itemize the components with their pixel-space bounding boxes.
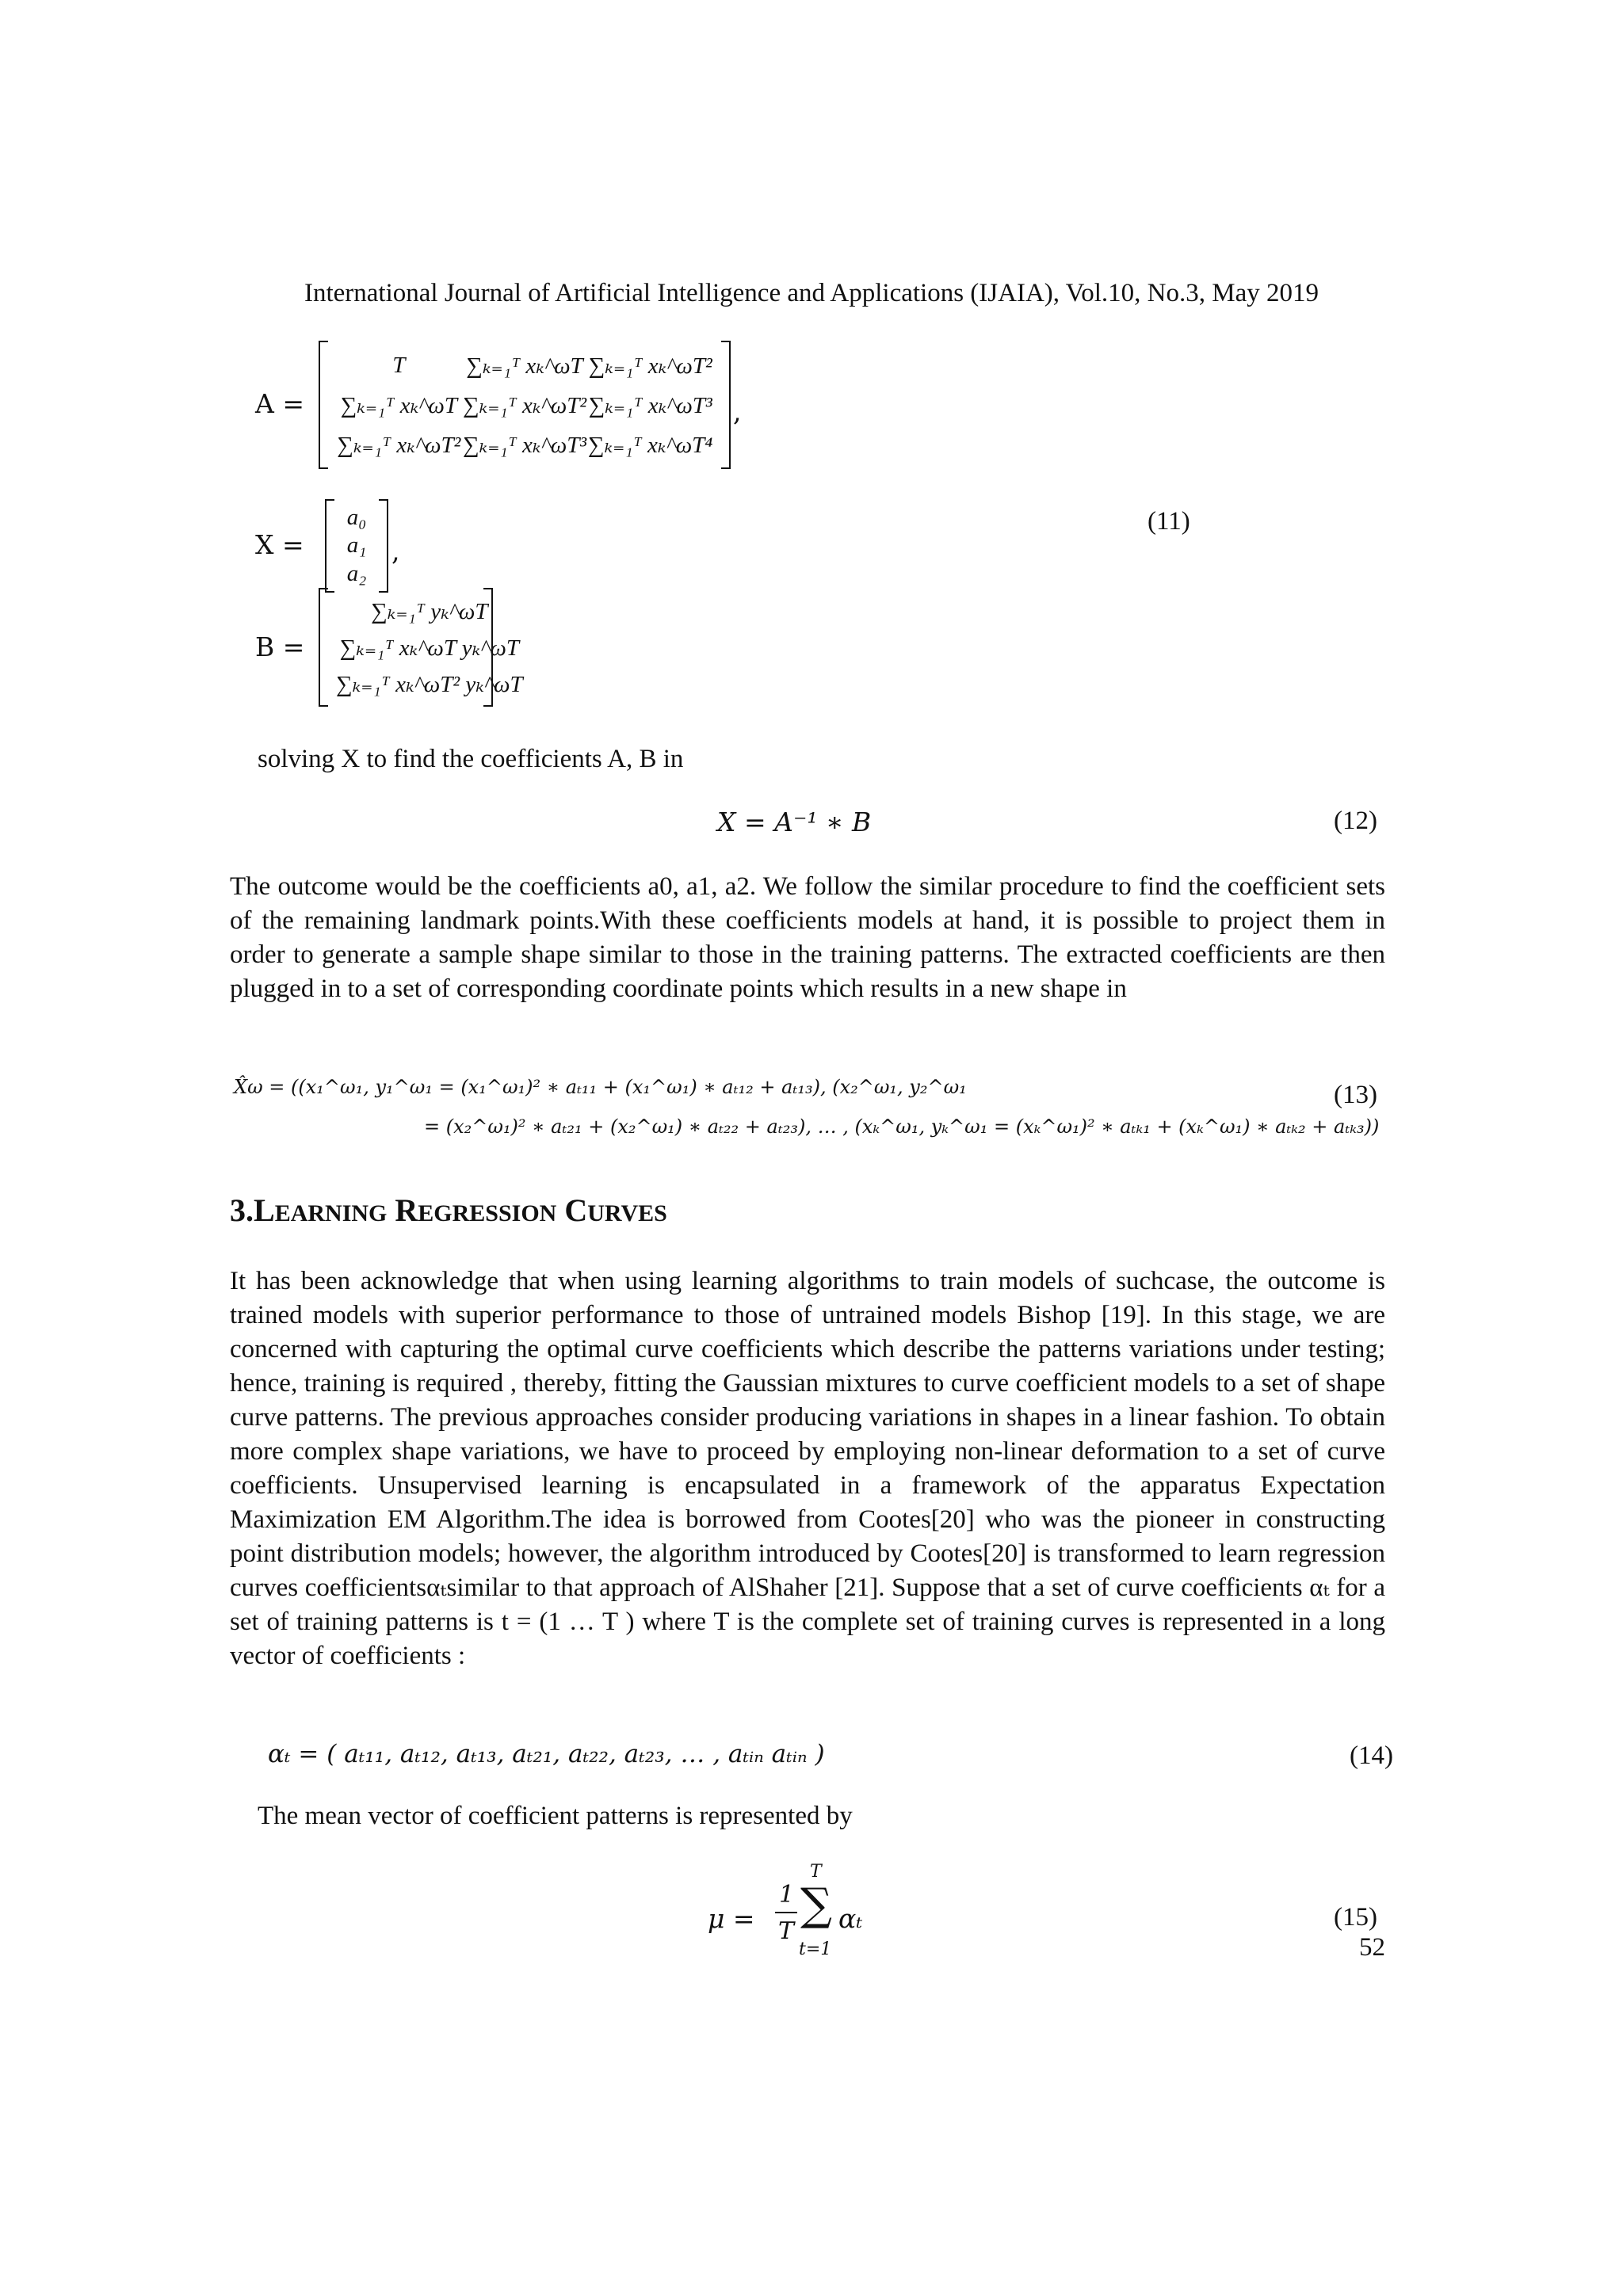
vector-x-cell-2: a₂ xyxy=(346,560,367,586)
equation-number-13: (13) xyxy=(1334,1081,1377,1109)
matrix-a-cell-4: ∑ₖ₌₁ᵀ xₖ^ωT² xyxy=(462,392,587,418)
running-header: International Journal of Artificial Intelligence and Applications (IJAIA), Vol.10, No.3, May 2019 xyxy=(304,279,1319,307)
equation-number-14: (14) xyxy=(1350,1741,1393,1770)
equation-number-15: (15) xyxy=(1334,1903,1377,1932)
matrix-a-cell-8: ∑ₖ₌₁ᵀ xₖ^ωT⁴ xyxy=(587,432,713,458)
matrix-a-comma: , xyxy=(733,396,742,427)
mean-vector-text: The mean vector of coefficient patterns is represented by xyxy=(258,1802,853,1830)
matrix-a xyxy=(319,341,731,469)
solving-text-content: solving X to find the coefficients A, B in xyxy=(258,745,684,773)
vector-x-cell-0: a₀ xyxy=(346,505,367,531)
vector-x xyxy=(325,499,388,593)
equation-13-line-1: X̂ω = ((x₁^ω₁, y₁^ω₁ = (x₁^ω₁)² ∗ aₜ₁₁ + (x₁^ω₁) ∗ aₜ₁₂ + aₜ₁₃), (x₂^ω₁, y₂^ω₁ xyxy=(234,1076,967,1098)
vector-x-comma: , xyxy=(391,536,400,566)
equation-number-12: (12) xyxy=(1334,807,1377,835)
vector-b xyxy=(319,588,523,707)
vector-b-cell-0: ∑ₖ₌₁ᵀ yₖ^ωT xyxy=(371,598,488,624)
paragraph-learning xyxy=(230,1264,1385,1673)
equation-15-sum-top: T xyxy=(810,1862,822,1882)
equation-15-rhs: αₜ xyxy=(838,1903,863,1934)
fraction-bar xyxy=(775,1912,797,1913)
matrix-a-cell-7: ∑ₖ₌₁ᵀ xₖ^ωT³ xyxy=(462,432,587,458)
equation-15-lhs: μ = xyxy=(708,1903,755,1934)
matrix-a-cell-2: ∑ₖ₌₁ᵀ xₖ^ωT² xyxy=(588,353,712,379)
vector-b-cell-2: ∑ₖ₌₁ᵀ xₖ^ωT² yₖ^ωT xyxy=(336,671,523,697)
matrix-a-cell-1: ∑ₖ₌₁ᵀ xₖ^ωT xyxy=(466,353,583,379)
matrix-a-cell-5: ∑ₖ₌₁ᵀ xₖ^ωT³ xyxy=(588,392,712,418)
equation-12-formula: X = A⁻¹ ∗ B xyxy=(717,807,872,837)
matrix-a-cell-0: T xyxy=(392,352,406,378)
vector-b-label: B = xyxy=(255,631,305,662)
section-title xyxy=(230,1192,667,1229)
equation-13-line-2: = (x₂^ω₁)² ∗ aₜ₂₁ + (x₂^ω₁) ∗ aₜ₂₂ + aₜ₂₃), … , (xₖ^ω₁, yₖ^ω₁ = (xₖ^ω₁)² ∗ aₜₖ₁ + (xₖ^ω₁) ∗ aₜₖ₂ + aₜₖ₃)) xyxy=(424,1116,1380,1138)
matrix-a-cell-3: ∑ₖ₌₁ᵀ xₖ^ωT xyxy=(340,392,458,418)
equation-number-11: (11) xyxy=(1148,507,1190,536)
vector-x-cell-1: a₁ xyxy=(346,532,367,559)
paragraph-learning-text: It has been acknowledge that when using learning algorithms to train models of suchcase, the outcome is trained models with superior performance to those of untrained models Bishop [19]. In this stage, we are concerned with capturing the optimal curve coefficients which describe the patterns variations under testing; hence, training is required , thereby, fitting the Gaussian mixtures to curve coefficient models to a set of shape curve patterns. The previous approaches consider producing variations in shapes in a linear fashion. To obtain more complex shape variations, we have to proceed by employing non-linear deformation to a set of curve coefficients. Unsupervised learning is encapsulated in a framework of the apparatus Expectation Maximization EM Algorithm.The idea is borrowed from Cootes[20] who was the pioneer in constructing point distribution models; however, the algorithm introduced by Cootes[20] is transformed to learn regression curves coefficientsαₜsimilar to that approach of AlShaher [21]. Suppose that a set of curve coefficients αₜ for a set of training patterns is t = (1 … T ) where T is the complete set of training curves is represented in a long vector of coefficients : xyxy=(230,1267,1385,1670)
equation-15-sigma: ∑ xyxy=(800,1879,832,1931)
equation-15-numerator: 1 xyxy=(779,1881,795,1909)
page-number: 52 xyxy=(1359,1933,1385,1962)
vector-x-label: X = xyxy=(255,529,304,560)
solving-text xyxy=(258,745,683,774)
paragraph-outcome-text: The outcome would be the coefficients a0, a1, a2. We follow the similar procedure to find the coefficient sets of the remaining landmark points.With these coefficients models at hand, it is possible to project them in order to generate a sample shape similar to those in the training patterns. The extracted coefficients are then plugged in to a set of corresponding coordinate points which results in a new shape in xyxy=(230,872,1385,1003)
matrix-a-cell-6: ∑ₖ₌₁ᵀ xₖ^ωT² xyxy=(337,432,461,458)
vector-b-cell-1: ∑ₖ₌₁ᵀ xₖ^ωT yₖ^ωT xyxy=(339,635,520,661)
matrix-a-label: A = xyxy=(255,388,304,419)
section-title-text: 3.LEARNING REGRESSION CURVES xyxy=(230,1192,667,1228)
equation-15-sum-bottom: t=1 xyxy=(799,1939,832,1959)
paragraph-outcome xyxy=(230,870,1385,1006)
equation-14-formula: αₜ = ( aₜ₁₁, aₜ₁₂, aₜ₁₃, aₜ₂₁, aₜ₂₂, aₜ₂₃, … , aₜᵢₙ aₜᵢₙ ) xyxy=(268,1740,825,1768)
equation-15-denominator: T xyxy=(778,1917,795,1945)
